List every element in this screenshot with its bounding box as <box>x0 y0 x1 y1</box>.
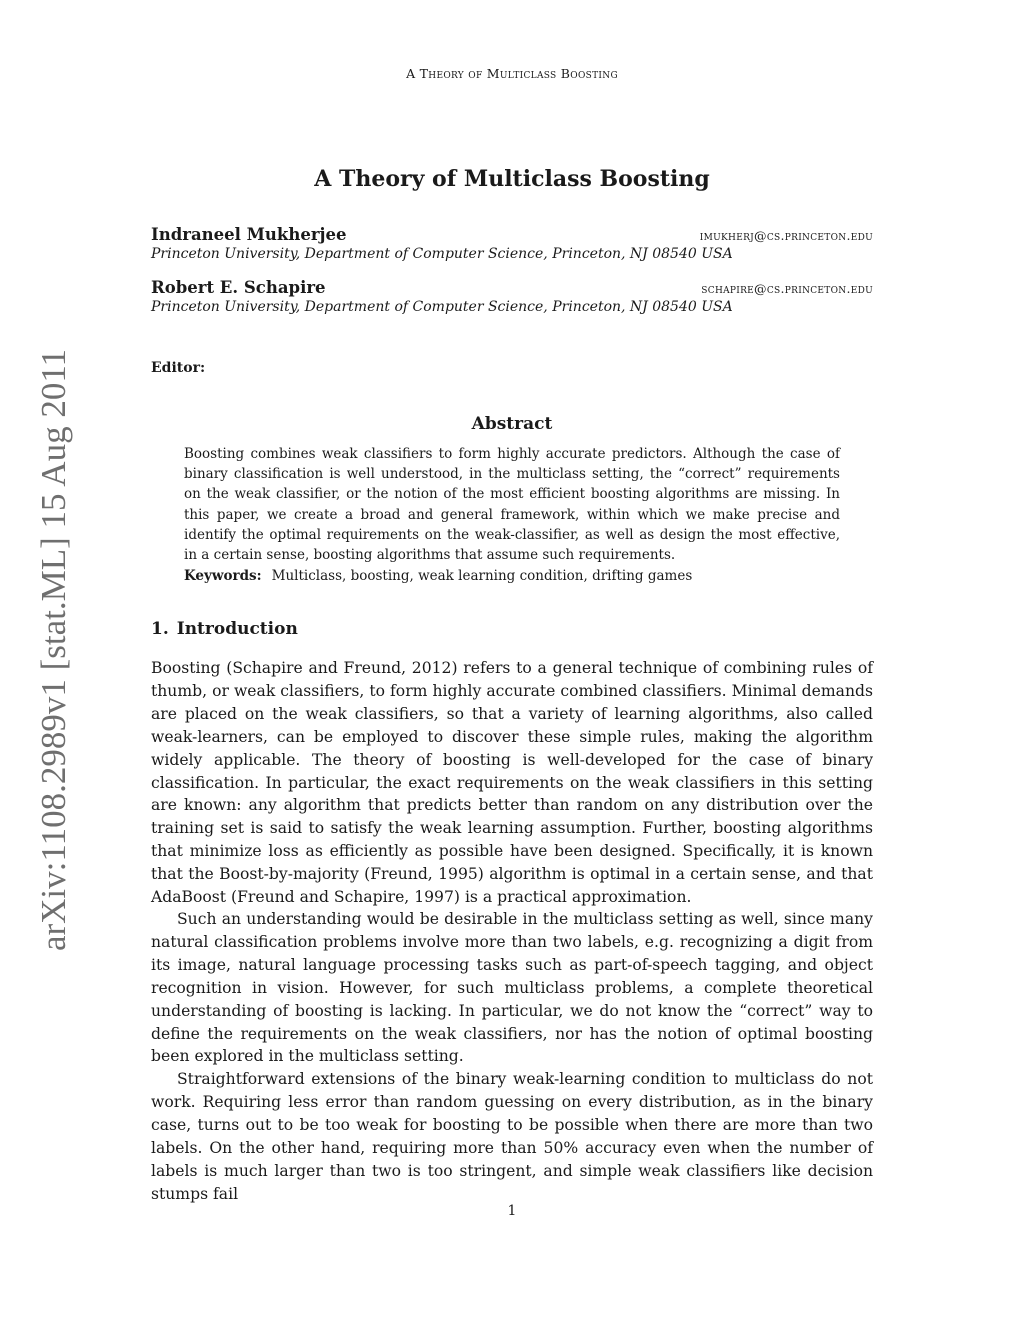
keywords-list: Multiclass, boosting, weak learning condition, drifting games <box>271 568 693 584</box>
body-paragraph: Boosting (Schapire and Freund, 2012) refers to a general technique of combining rules of thumb, or weak classifiers, to form highly accurate combined classifiers. Minimal demands are placed on the weak classifiers, so that a variety of learning algorithms, also called weak-learners, can be employed to discover these simple rules, making the algorithm widely applicable. The theory of boosting is well-developed for the case of binary classification. In particular, the exact requirements on the weak classifiers in this setting are known: any algorithm that predicts better than random on any distribution over the training set is said to satisfy the weak learning assumption. Further, boosting algorithms that minimize loss as efficiently as possible have been designed. Specifically, it is known that the Boost-by-majority (Freund, 1995) algorithm is optimal in a certain sense, and that AdaBoost (Freund and Schapire, 1997) is a practical approximation. <box>151 659 873 907</box>
editor-label: Editor: <box>151 360 206 376</box>
body-paragraph: Straightforward extensions of the binary weak-learning condition to multiclass do not work. Requiring less error than random guessing on every distribution, as in the binary case, turns out to be too weak for boosting to be possible when there are more than two labels. On the other hand, requiring more than 50% accuracy even when the number of labels is much larger than two is too stringent, and simple weak classifiers like decision stumps fail <box>151 1070 873 1203</box>
author-affiliation: Princeton University, Department of Computer Science, Princeton, NJ 08540 USA <box>151 246 733 262</box>
body-paragraph: Such an understanding would be desirable in the multiclass setting as well, since many natural classification problems involve more than two labels, e.g. recognizing a digit from its image, natural language processing tasks such as part-of-speech tagging, and object recognition in vision. However, for such multiclass problems, a complete theoretical understanding of boosting is lacking. In particular, we do not know the “correct” way to define the requirements on the weak classifiers, nor has the notion of optimal boosting been explored in the multiclass setting. <box>151 910 873 1066</box>
keywords-line <box>184 568 840 584</box>
author-block-2 <box>151 278 873 315</box>
author-name: Robert E. Schapire <box>151 278 326 297</box>
arxiv-stamp: arXiv:1108.2989v1 [stat.ML] 15 Aug 2011 <box>34 348 73 952</box>
keywords-label: Keywords: <box>184 568 262 584</box>
abstract-body <box>184 444 840 565</box>
author-affiliation: Princeton University, Department of Computer Science, Princeton, NJ 08540 USA <box>151 299 733 315</box>
section-title: Introduction <box>176 619 298 639</box>
abstract-heading: Abstract <box>471 414 553 434</box>
section-number: 1. <box>151 619 169 639</box>
section-heading <box>151 619 298 639</box>
abstract-text: Boosting combines weak classifiers to form highly accurate predictors. Although the case of binary classification is well understood, in the multiclass setting, the “correct” requirements on the weak classifier, or the notion of the most efficient boosting algorithms are missing. In this paper, we create a broad and general framework, within which we make precise and identify the optimal requirements on the weak-classifier, as well as design the most effective, in a certain sense, boosting algorithms that assume such requirements. <box>184 446 840 564</box>
author-email[interactable]: imukherj@cs.princeton.edu <box>699 228 873 243</box>
running-head: A Theory of Multiclass Boosting <box>406 66 618 81</box>
author-name: Indraneel Mukherjee <box>151 225 347 244</box>
page-number: 1 <box>507 1203 517 1219</box>
author-email[interactable]: schapire@cs.princeton.edu <box>701 281 873 296</box>
paper-title: A Theory of Multiclass Boosting <box>314 166 710 192</box>
author-block-1 <box>151 225 873 262</box>
